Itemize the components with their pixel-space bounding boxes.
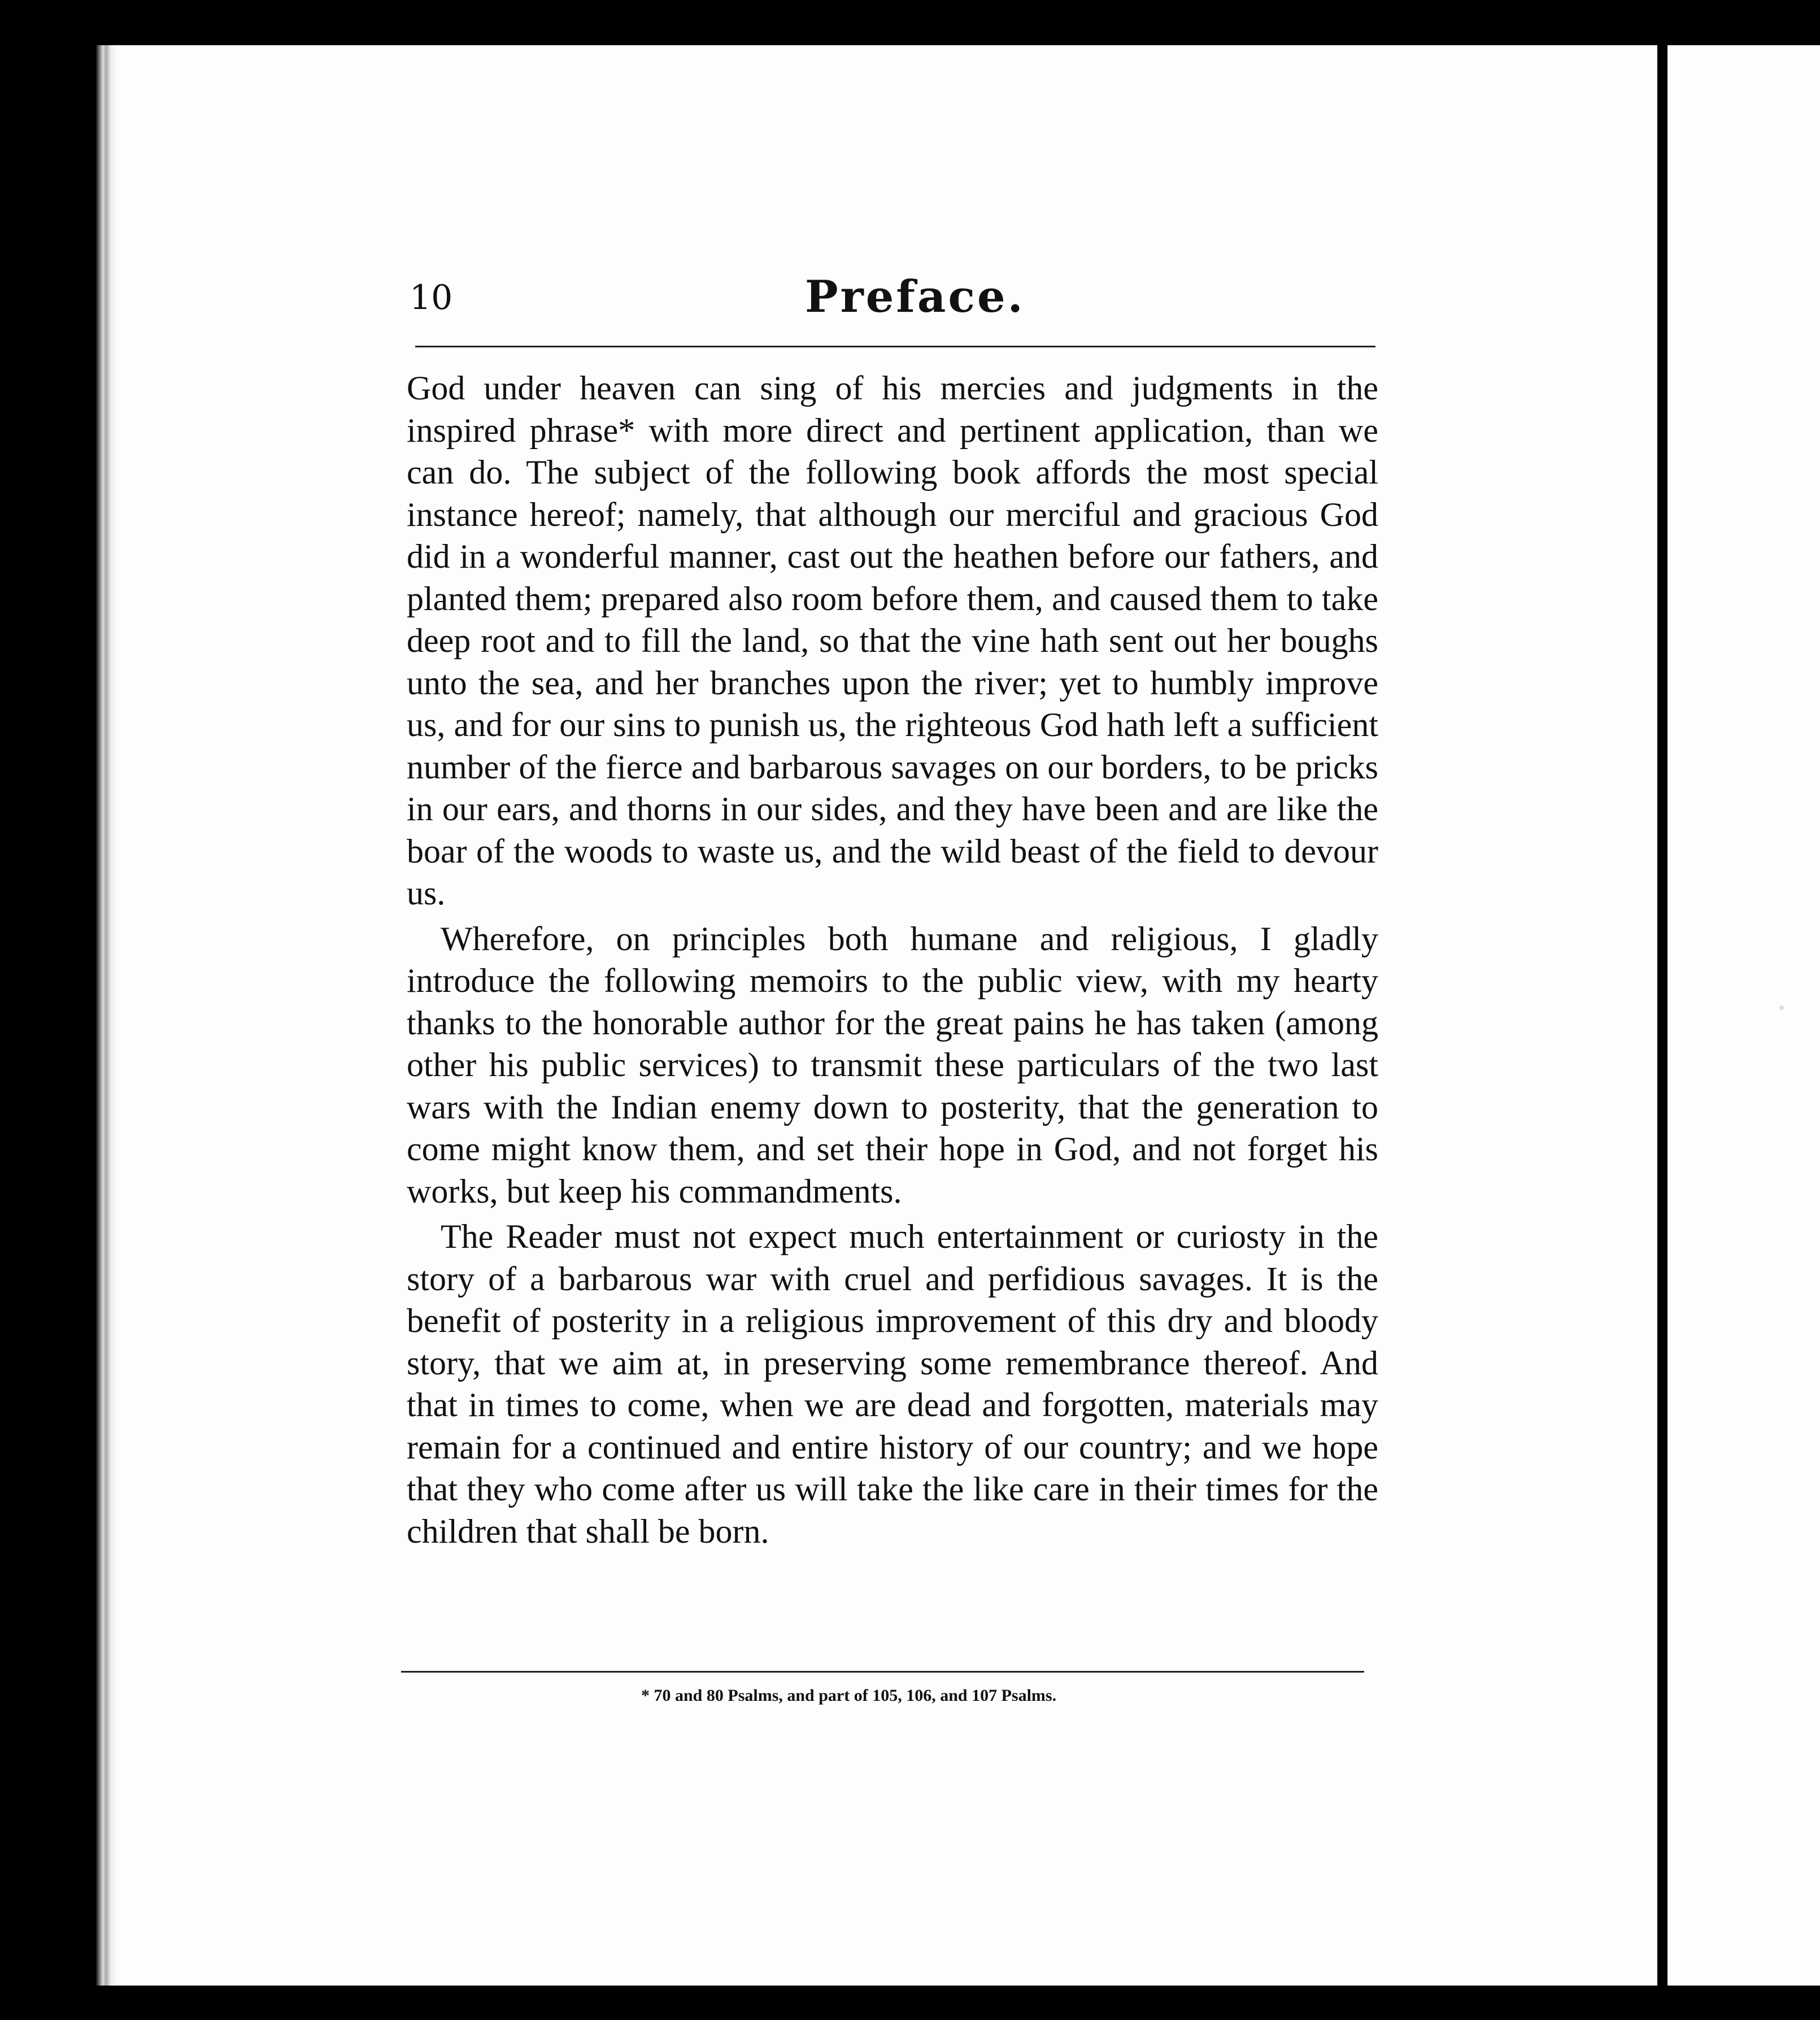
page-number: 10 bbox=[410, 278, 453, 317]
footnote-rule bbox=[401, 1671, 1364, 1673]
paragraph-3: The Reader must not expect much entertainment or curiosty in the story of a barbarous war with cruel and perfidious savages. It is the benefit of posterity in a religious improvement of this dry and bloody story, that we aim at, in preserving some remembrance thereof. And that in times to come, when we are dead and forgotten, materials may remain for a continued and entire history of our country; and we hope that they who come after us will take the like care in their times for the children that shall be born. bbox=[407, 1218, 1378, 1550]
running-head-title: Preface. bbox=[805, 271, 1025, 323]
page-header bbox=[410, 271, 1375, 356]
adjacent-page-edge bbox=[1667, 45, 1820, 1986]
paragraph-2: Wherefore, on principles both humane and religious, I gladly introduce the following memoirs to the public view, with my hearty thanks to the honorable author for the great pains he has taken (among other his public services) to transmit these particulars of the two last wars with the Indian enemy down to posterity, that the generation to come might know them, and set their hope in God, and not forget his works, but keep his commandments. bbox=[407, 920, 1378, 1210]
scan-speck bbox=[1779, 1005, 1784, 1010]
body-text bbox=[407, 367, 1378, 1552]
paragraph-1: God under heaven can sing of his mercies and judgments in the inspired phrase* with more direct and pertinent application, than we can do. The subject of the following book affords the most special instance hereof; namely, that although our merciful and gracious God did in a wonderful manner, cast out the heathen before our fathers, and planted them; prepared also room before them, and caused them to take deep root and to fill the land, so that the vine hath sent out her boughs unto the sea, and her branches upon the river; yet to humbly improve us, and for our sins to punish us, the righteous God hath left a sufficient number of the fierce and barbarous savages on our borders, to be pricks in our ears, and thorns in our sides, and they have been and are like the boar of the woods to waste us, and the wild beast of the field to devour us. bbox=[407, 369, 1378, 912]
footnote: * 70 and 80 Psalms, and part of 105, 106, and 107 Psalms. bbox=[641, 1686, 1057, 1705]
header-rule bbox=[415, 346, 1375, 347]
page-binding-edge bbox=[96, 45, 117, 1986]
